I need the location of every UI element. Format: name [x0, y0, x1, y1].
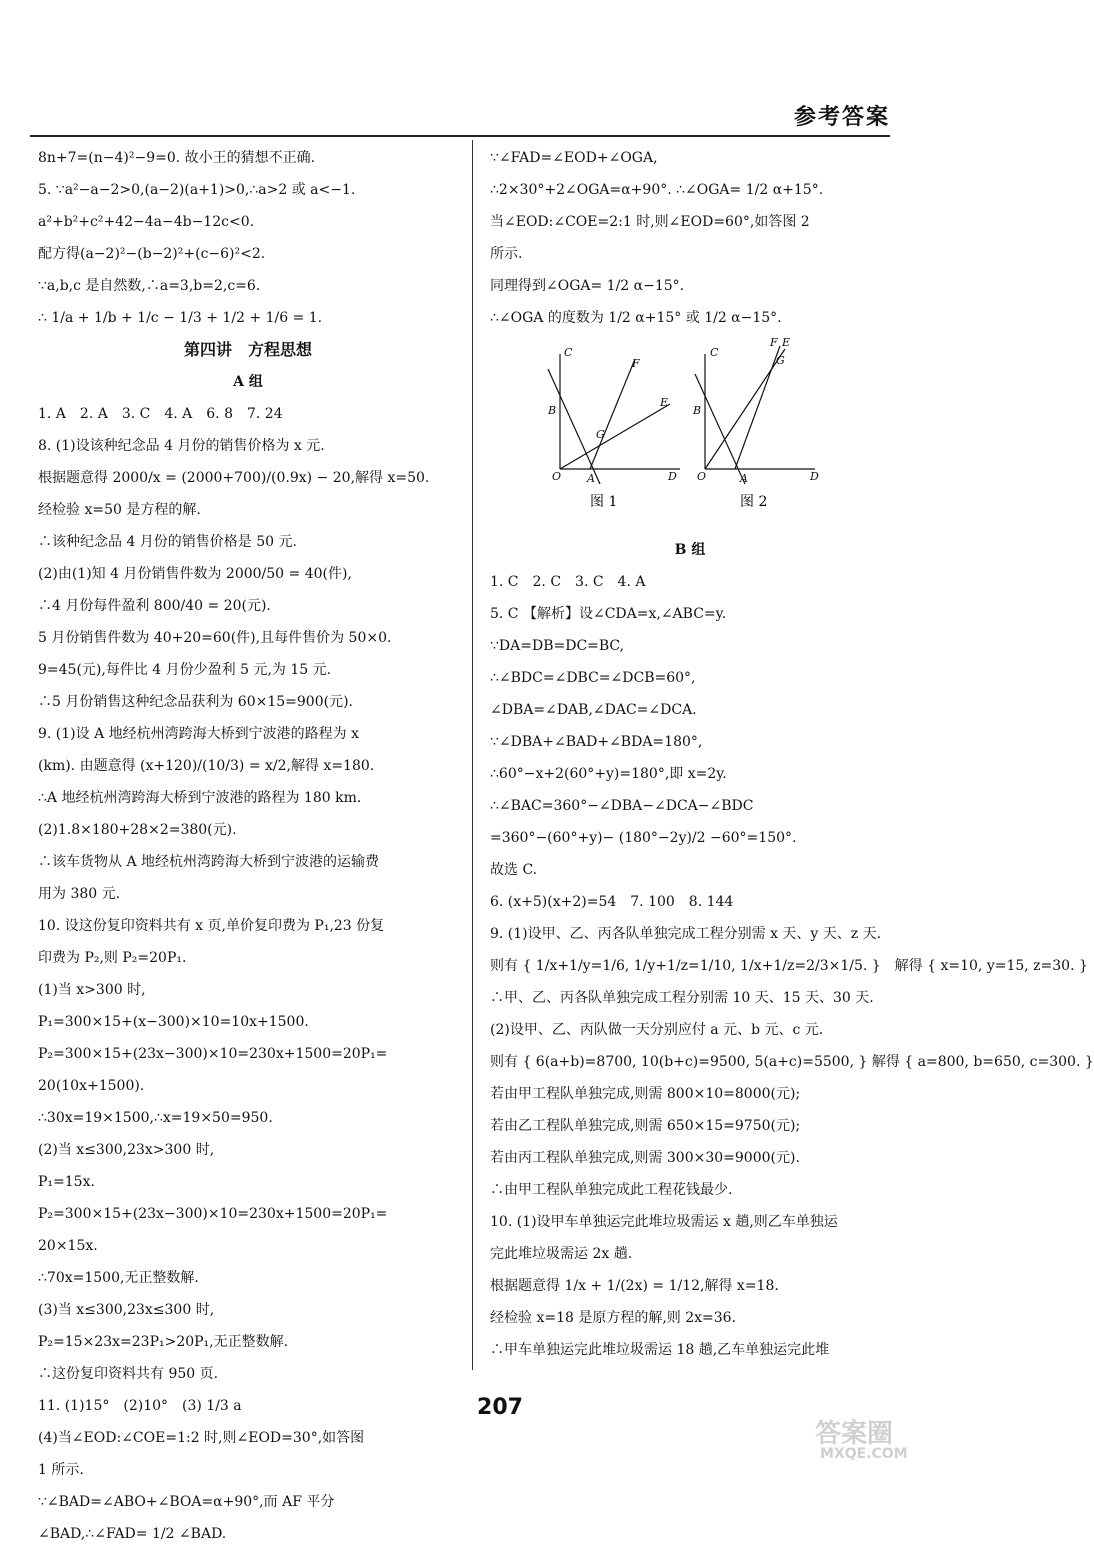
header-rule — [30, 135, 890, 137]
right-column — [490, 142, 1094, 1366]
answer-line: ∴∠BAC=360°−∠DBA−∠DCA−∠BDC — [490, 798, 754, 814]
answer-line: (4)当∠EOD:∠COE=1:2 时,则∠EOD=30°,如答图 — [38, 1430, 365, 1446]
answer-line: ∴30x=19×1500,∴x=19×50=950. — [38, 1110, 273, 1126]
figures — [490, 334, 890, 534]
geometry-figures — [530, 334, 850, 534]
answer-line: 11. (1)15° (2)10° (3) 1/3 a — [38, 1398, 242, 1414]
answer-line: 用为 380 元. — [38, 886, 121, 902]
answer-line: 5 月份销售件数为 40+20=60(件),且每件售价为 50×0. — [38, 630, 392, 646]
svg-text:F: F — [770, 336, 778, 349]
answer-line: (3)当 x≤300,23x≤300 时, — [38, 1302, 215, 1318]
answer-line: 5. ∵a²−a−2>0,(a−2)(a+1)>0,∴a>2 或 a<−1. — [38, 182, 356, 198]
svg-text:G: G — [596, 428, 605, 441]
answer-line: 10. (1)设甲车单独运完此堆垃圾需运 x 趟,则乙车单独运 — [490, 1214, 838, 1230]
answer-line: 5. C 【解析】设∠CDA=x,∠ABC=y. — [490, 606, 727, 622]
answer-line: a²+b²+c²+42−4a−4b−12c<0. — [38, 214, 255, 230]
answer-line: (2)设甲、乙、丙队做一天分别应付 a 元、b 元、c 元. — [490, 1022, 824, 1038]
answer-line: 20×15x. — [38, 1238, 98, 1254]
answer-line: ∴∠BDC=∠DBC=∠DCB=60°, — [490, 670, 696, 686]
svg-text:A: A — [740, 472, 748, 485]
left-column — [38, 142, 458, 1550]
answer-line: ∴甲车单独运完此堆垃圾需运 18 趟,乙车单独运完此堆 — [490, 1342, 830, 1358]
answer-line: 8. (1)设该种纪念品 4 月份的销售价格为 x 元. — [38, 438, 325, 454]
answer-line: 经检验 x=50 是方程的解. — [38, 502, 201, 518]
answer-line: P₂=15×23x=23P₁>20P₁,无正整数解. — [38, 1334, 289, 1350]
svg-text:F: F — [632, 357, 640, 370]
answer-line: 20(10x+1500). — [38, 1078, 145, 1094]
figure-2 — [695, 346, 815, 484]
answer-line: 配方得(a−2)²−(b−2)²+(c−6)²<2. — [38, 246, 266, 262]
answer-line: 1. A 2. A 3. C 4. A 6. 8 7. 24 — [38, 406, 283, 422]
svg-text:C: C — [710, 346, 719, 359]
answer-line: 9. (1)设 A 地经杭州湾跨海大桥到宁波港的路程为 x — [38, 726, 359, 742]
answer-line: ∴由甲工程队单独完成此工程花钱最少. — [490, 1182, 733, 1198]
answer-line: (1)当 x>300 时, — [38, 982, 146, 998]
answer-line: 8n+7=(n−4)²−9=0. 故小王的猜想不正确. — [38, 150, 316, 166]
answer-line: P₂=300×15+(23x−300)×10=230x+1500=20P₁= — [38, 1206, 388, 1222]
answer-line: (2)由(1)知 4 月份销售件数为 2000/50 = 40(件), — [38, 566, 352, 582]
svg-text:D: D — [810, 470, 819, 483]
answer-line: P₂=300×15+(23x−300)×10=230x+1500=20P₁= — [38, 1046, 388, 1062]
svg-text:E: E — [660, 396, 669, 409]
figure-2-caption: 图 2 — [740, 494, 768, 510]
svg-text:C: C — [564, 346, 573, 359]
answer-line: 若由丙工程队单独完成,则需 300×30=9000(元). — [490, 1150, 800, 1166]
answer-line: 9. (1)设甲、乙、丙各队单独完成工程分别需 x 天、y 天、z 天. — [490, 926, 882, 942]
watermark-logo — [810, 1410, 980, 1460]
answer-line: ∴∠OGA 的度数为 1/2 α+15° 或 1/2 α−15°. — [490, 310, 782, 326]
answer-line: 6. (x+5)(x+2)=54 7. 100 8. 144 — [490, 894, 734, 910]
answer-line: (2)1.8×180+28×2=380(元). — [38, 822, 237, 838]
answer-line: 根据题意得 1/x + 1/(2x) = 1/12,解得 x=18. — [490, 1278, 779, 1294]
answer-line: 经检验 x=18 是原方程的解,则 2x=36. — [490, 1310, 737, 1326]
svg-text:答案圈: 答案圈 — [815, 1419, 894, 1449]
answer-line: (2)当 x≤300,23x>300 时, — [38, 1142, 215, 1158]
svg-text:O: O — [697, 470, 707, 483]
answer-line: ∵DA=DB=DC=BC, — [490, 638, 625, 654]
svg-text:G: G — [776, 354, 785, 367]
answer-line: ∴甲、乙、丙各队单独完成工程分别需 10 天、15 天、30 天. — [490, 990, 874, 1006]
answer-line: 10. 设这份复印资料共有 x 页,单价复印费为 P₁,23 份复 — [38, 918, 385, 934]
answer-line: 同理得到∠OGA= 1/2 α−15°. — [490, 278, 685, 294]
answer-line: ∴70x=1500,无正整数解. — [38, 1270, 199, 1286]
answer-line: ∵∠BAD=∠ABO+∠BOA=α+90°,而 AF 平分 — [38, 1494, 335, 1510]
svg-text:D: D — [668, 470, 677, 483]
answer-line: ∵a,b,c 是自然数,∴a=3,b=2,c=6. — [38, 278, 261, 294]
answer-line: ∴A 地经杭州湾跨海大桥到宁波港的路程为 180 km. — [38, 790, 362, 806]
answer-line: ∠DBA=∠DAB,∠DAC=∠DCA. — [490, 702, 697, 718]
answer-line: =360°−(60°+y)− (180°−2y)/2 −60°=150°. — [490, 830, 797, 846]
answer-line: 则有 { 1/x+1/y=1/6, 1/y+1/z=1/10, 1/x+1/z=2/3×1/5. } 解得 { x=10, y=15, z=30. } — [490, 958, 1088, 974]
answer-line: ∴60°−x+2(60°+y)=180°,即 x=2y. — [490, 766, 727, 782]
answer-line: 则有 { 6(a+b)=8700, 10(b+c)=9500, 5(a+c)=5500, } 解得 { a=800, b=650, c=300. } — [490, 1054, 1094, 1070]
answer-line: 若由乙工程队单独完成,则需 650×15=9750(元); — [490, 1118, 801, 1134]
answer-line: ∵∠FAD=∠EOD+∠OGA, — [490, 150, 658, 166]
answer-line: 9=45(元),每件比 4 月份少盈利 5 元,为 15 元. — [38, 662, 332, 678]
figure-1-caption: 图 1 — [590, 494, 618, 510]
column-divider — [472, 140, 473, 1370]
page-header: 参考答案 — [793, 105, 890, 130]
svg-text:B: B — [548, 404, 557, 417]
answer-line: ∠BAD,∴∠FAD= 1/2 ∠BAD. — [38, 1526, 227, 1542]
svg-text:A: A — [587, 472, 595, 485]
section-title: 第四讲 方程思想 — [183, 340, 312, 359]
answer-line: 印费为 P₂,则 P₂=20P₁. — [38, 950, 187, 966]
answer-line: ∴这份复印资料共有 950 页. — [38, 1366, 219, 1382]
answer-line: 当∠EOD:∠COE=2:1 时,则∠EOD=60°,如答图 2 — [490, 214, 810, 230]
answer-line: ∴该车货物从 A 地经杭州湾跨海大桥到宁波港的运输费 — [38, 854, 380, 870]
answer-line: 完此堆垃圾需运 2x 趟. — [490, 1246, 633, 1262]
svg-text:O: O — [552, 470, 562, 483]
figure-1 — [548, 354, 680, 484]
answer-line: 所示. — [490, 246, 523, 262]
answer-line: ∴该种纪念品 4 月份的销售价格是 50 元. — [38, 534, 297, 550]
answer-line: P₁=15x. — [38, 1174, 95, 1190]
group-b-heading: B 组 — [674, 542, 706, 558]
answer-line: 若由甲工程队单独完成,则需 800×10=8000(元); — [490, 1086, 801, 1102]
group-a-heading: A 组 — [233, 374, 263, 390]
page-number: 207 — [477, 1395, 523, 1420]
svg-text:B: B — [693, 404, 702, 417]
answer-line: 根据题意得 2000/x = (2000+700)/(0.9x) − 20,解得 x=50. — [38, 470, 430, 486]
answer-line: (km). 由题意得 (x+120)/(10/3) = x/2,解得 x=180. — [38, 758, 375, 774]
answer-line: ∴ 1/a + 1/b + 1/c − 1/3 + 1/2 + 1/6 = 1. — [38, 310, 323, 326]
svg-text:E: E — [782, 336, 791, 349]
answer-line: P₁=300×15+(x−300)×10=10x+1500. — [38, 1014, 309, 1030]
answer-line: ∴5 月份销售这种纪念品获利为 60×15=900(元). — [38, 694, 353, 710]
svg-text:MXQE.COM: MXQE.COM — [820, 1446, 908, 1462]
answer-line: 1 所示. — [38, 1462, 84, 1478]
answer-line: ∵∠DBA+∠BAD+∠BDA=180°, — [490, 734, 703, 750]
answer-line: ∴2×30°+2∠OGA=α+90°. ∴∠OGA= 1/2 α+15°. — [490, 182, 824, 198]
answer-line: 1. C 2. C 3. C 4. A — [490, 574, 646, 590]
answer-line: ∴4 月份每件盈利 800/40 = 20(元). — [38, 598, 271, 614]
answer-line: 故选 C. — [490, 862, 538, 878]
